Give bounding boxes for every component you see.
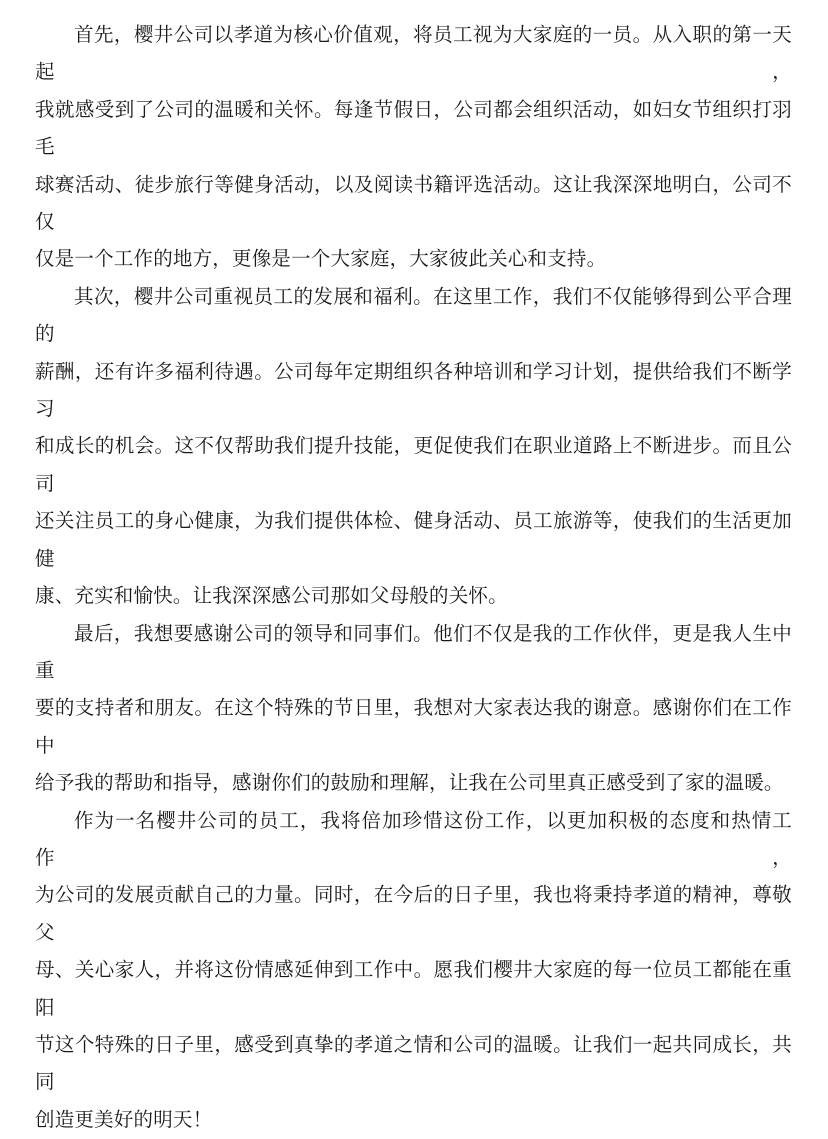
paragraph [35,803,792,1139]
text-line: 要的支持者和朋友。在这个特殊的节日里，我想对大家表达我的谢意。感谢你们在工作中 [35,698,792,757]
text-line: 作为一名樱井公司的员工，我将倍加珍惜这份工作，以更加积极的态度和热情工作， [35,810,792,869]
text-line: 还关注员工的身心健康，为我们提供体检、健身活动、员工旅游等，使我们的生活更加健 [35,511,792,570]
text-line: 为公司的发展贡献自己的力量。同时，在今后的日子里，我也将秉持孝道的精神，尊敬父 [35,885,792,944]
text-line: 节这个特殊的日子里，感受到真挚的孝道之情和公司的温暖。让我们一起共同成长，共同 [35,1034,792,1094]
paragraph [35,17,792,279]
text-line: 其次，樱井公司重视员工的发展和福利。在这里工作，我们不仅能够得到公平合理的 [35,286,792,346]
text-line: 创造更美好的明天！ [35,1109,213,1131]
paragraph [35,616,792,803]
text-line: 首先，樱井公司以孝道为核心价值观，将员工视为大家庭的一员。从入职的第一天起， [35,25,792,84]
text-line: 仅是一个工作的地方，更像是一个大家庭，大家彼此关心和支持。 [35,249,607,271]
text-line: 球赛活动、徒步旅行等健身活动，以及阅读书籍评选活动。这让我深深地明白，公司不仅 [35,174,792,234]
text-line: 和成长的机会。这不仅帮助我们提升技能，更促使我们在职业道路上不断进步。而且公司 [35,436,792,495]
text-line: 母、关心家人，并将这份情感延伸到工作中。愿我们樱井大家庭的每一位员工都能在重阳 [35,960,792,1019]
text-line: 薪酬，还有许多福利待遇。公司每年定期组织各种培训和学习计划，提供给我们不断学习 [35,361,792,421]
text-line: 我就感受到了公司的温暖和关怀。每逢节假日，公司都会组织活动，如妇女节组织打羽毛 [35,99,792,159]
paragraph [35,279,792,616]
text-line: 给予我的帮助和指导，感谢你们的鼓励和理解，让我在公司里真正感受到了家的温暖。 [35,773,784,795]
text-line: 最后，我想要感谢公司的领导和同事们。他们不仅是我的工作伙伴，更是我人生中重 [35,623,792,682]
text-line: 康、充实和愉快。让我深深感公司那如父母般的关怀。 [35,586,508,608]
